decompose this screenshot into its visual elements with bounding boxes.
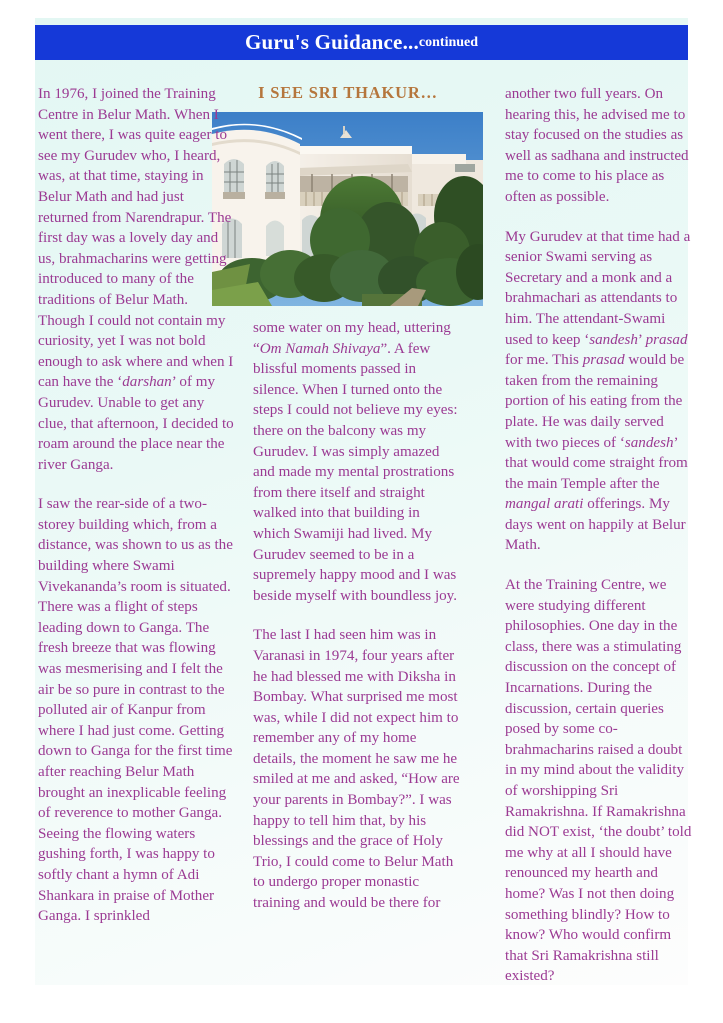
text-run: The last I had seen him was in Varanasi in 1974, four years after he had blessed me with Diksha in Bombay. What surprised me most was, while I did not expect him to remember any of my home details, the moment he saw me he smiled at me and asked, “How are your parents in Bombay?”. I was happy to tell him that, by his blessings and the grace of Holy Trio, I could come to Belur Math to undergo proper monastic training and would be there for [253, 627, 460, 912]
emphasised-term: mangal arati [505, 496, 584, 513]
right-column-paragraph [505, 575, 693, 987]
photo-heading: I SEE SRI THAKUR… [258, 83, 438, 102]
text-run: At the Training Centre, we were studying different philosophies. One day in the class, there was a stimulating discussion on the concept of Incarnations. During the discussion, certain queries posed by some co-brahmacharins raised a doubt in my mind about the validity of worshipping Sri Ramakrishna. If Ramakrishna did NOT exist, ‘the doubt’ told me why at all I should have renounced my hearth and home? Was I not then doing something blindly? How to know? Who would confirm that Sri Ramakrishna still existed? [505, 577, 692, 985]
emphasised-term: prasad [582, 352, 625, 369]
emphasised-term: sandesh [624, 434, 674, 451]
left-column-paragraph [38, 84, 234, 475]
middle-column-paragraph [253, 625, 460, 913]
middle-column-paragraph [253, 318, 460, 606]
article-column-middle [253, 318, 460, 914]
emphasised-term: Om Namah Shivaya [259, 340, 381, 357]
text-run: In 1976, I joined the Training Centre in Belur Math. When I went there, I was quite eager to see my Gurudev who, I heard, was, at that time, staying in Belur Math and had just returned from Narendrapur. The first day was a lovely day and us, brahmacharins were getting introduced to many of the traditions of Belur Math. Though I could not contain my curiosity, yet I was not bold enough to ask where and when I can have the ‘ [38, 86, 234, 391]
text-run: another two full years. On hearing this, he advised me to stay focused on the studies as well as sadhana and instructed me to come to his place as often as possible. [505, 86, 689, 205]
text-run: My Gurudev at that time had a senior Swami serving as Secretary and a monk and a brahmachari as attendants to him. The attendant-Swami used to keep ‘ [505, 228, 691, 348]
text-run: ’ of my Gurudev. Unable to get any clue, that afternoon, I decided to roam around the place near the river Ganga. [38, 374, 234, 473]
right-column-paragraph [505, 227, 693, 557]
text-run: would be taken from the remaining portion of his eating from the plate. He was daily served with two pieces of ‘ [505, 352, 685, 451]
section-banner [35, 25, 688, 60]
emphasised-term: sandesh [589, 331, 638, 348]
text-run: for me. This [505, 352, 583, 369]
belur-math-photo [212, 112, 483, 306]
left-column-paragraph [38, 494, 234, 926]
article-column-right [505, 84, 693, 987]
text-run: ’ [637, 331, 646, 348]
emphasised-term: prasad [645, 331, 688, 348]
text-run: some water on my head, uttering “ [253, 320, 451, 357]
photo-illustration [212, 112, 483, 306]
emphasised-term: darshan [122, 374, 172, 391]
text-run: ”. A few blissful moments passed in silence. When I turned onto the steps I could not believe my eyes: there on the balcony was my Gurudev. I was simply amazed and made my mental prostrations from there itself and straight walked into that building in which Swamiji had lived. My Gurudev seemed to be in a supremely happy mood and I was beside myself with boundless joy. [253, 340, 458, 604]
right-column-paragraph [505, 84, 693, 208]
banner-continued-label: continued [418, 34, 479, 50]
banner-title: Guru's Guidance... [244, 30, 419, 54]
text-run: offerings. My days went on happily at Belur Math. [505, 496, 686, 554]
article-column-left [38, 84, 234, 927]
text-run: I saw the rear-side of a two-storey building which, from a distance, was shown to us as the building where Swami Vivekananda’s room is situated. There was a flight of steps leading down to Ganga. The fresh breeze that was flowing was mesmerising and I felt the air be so pure in contrast to the polluted air of Kanpur from where I had just come. Getting down to Ganga for the first time after reaching Belur Math brought an inexplicable feeling of reverence to mother Ganga. Seeing the flowing waters gushing forth, I was happy to softly chant a hymn of Adi Shankara in praise of Mother Ganga. I sprinkled [38, 496, 233, 925]
text-run: ’ that would come straight from the main Temple after the [505, 434, 688, 492]
